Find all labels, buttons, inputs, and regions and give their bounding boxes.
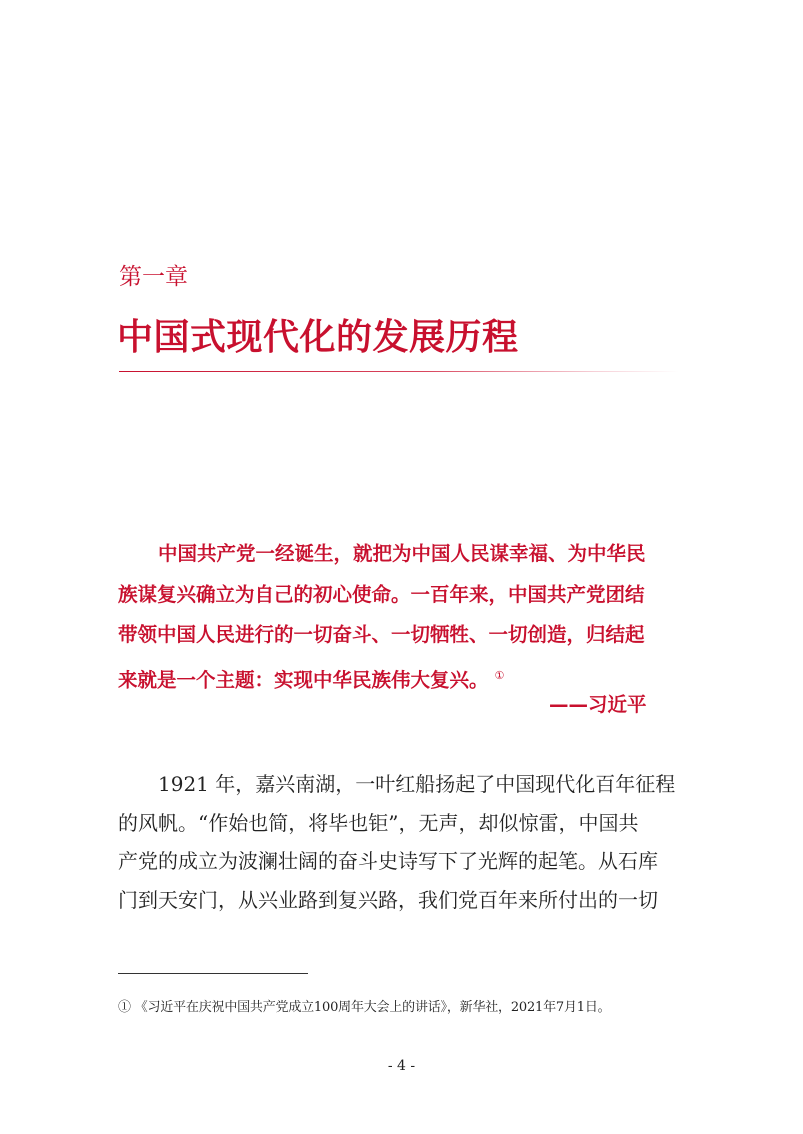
body-paragraph: [118, 767, 688, 921]
body-line: 的风帆。“作始也简，将毕也钜”，无声，却似惊雷，中国共: [118, 810, 639, 835]
footnote-reference: ①: [494, 668, 505, 682]
quote-line: 中国共产党一经诞生，就把为中国人民谋幸福、为中华民: [158, 542, 646, 565]
epigraph-quote: [118, 537, 686, 699]
chapter-title: 中国式现代化的发展历程: [117, 317, 519, 358]
footnote-divider: [118, 973, 308, 974]
quote-line: 带领中国人民进行的一切奋斗、一切牺牲、一切创造，归结起: [118, 623, 645, 646]
body-line: 门到天安门，从兴业路到复兴路，我们党百年来所付出的一切: [118, 887, 658, 912]
body-line: 1921 年，嘉兴南湖，一叶红船扬起了中国现代化百年征程: [158, 772, 676, 796]
title-divider: [119, 371, 679, 372]
quote-line-text: 来就是一个主题：实现中华民族伟大复兴。: [118, 668, 489, 691]
quote-attribution: ——习近平: [549, 693, 647, 716]
chapter-label: 第一章: [119, 264, 188, 290]
body-line: 产党的成立为波澜壮阔的奋斗史诗写下了光辉的起笔。从石库: [118, 849, 658, 873]
footnote: ① 《习近平在庆祝中国共产党成立100周年大会上的讲话》，新华社，2021年7月1日。: [118, 1000, 611, 1015]
page-number: - 4 -: [387, 1058, 416, 1074]
quote-line: 族谋复兴确立为自己的初心使命。一百年来，中国共产党团结: [118, 582, 645, 606]
